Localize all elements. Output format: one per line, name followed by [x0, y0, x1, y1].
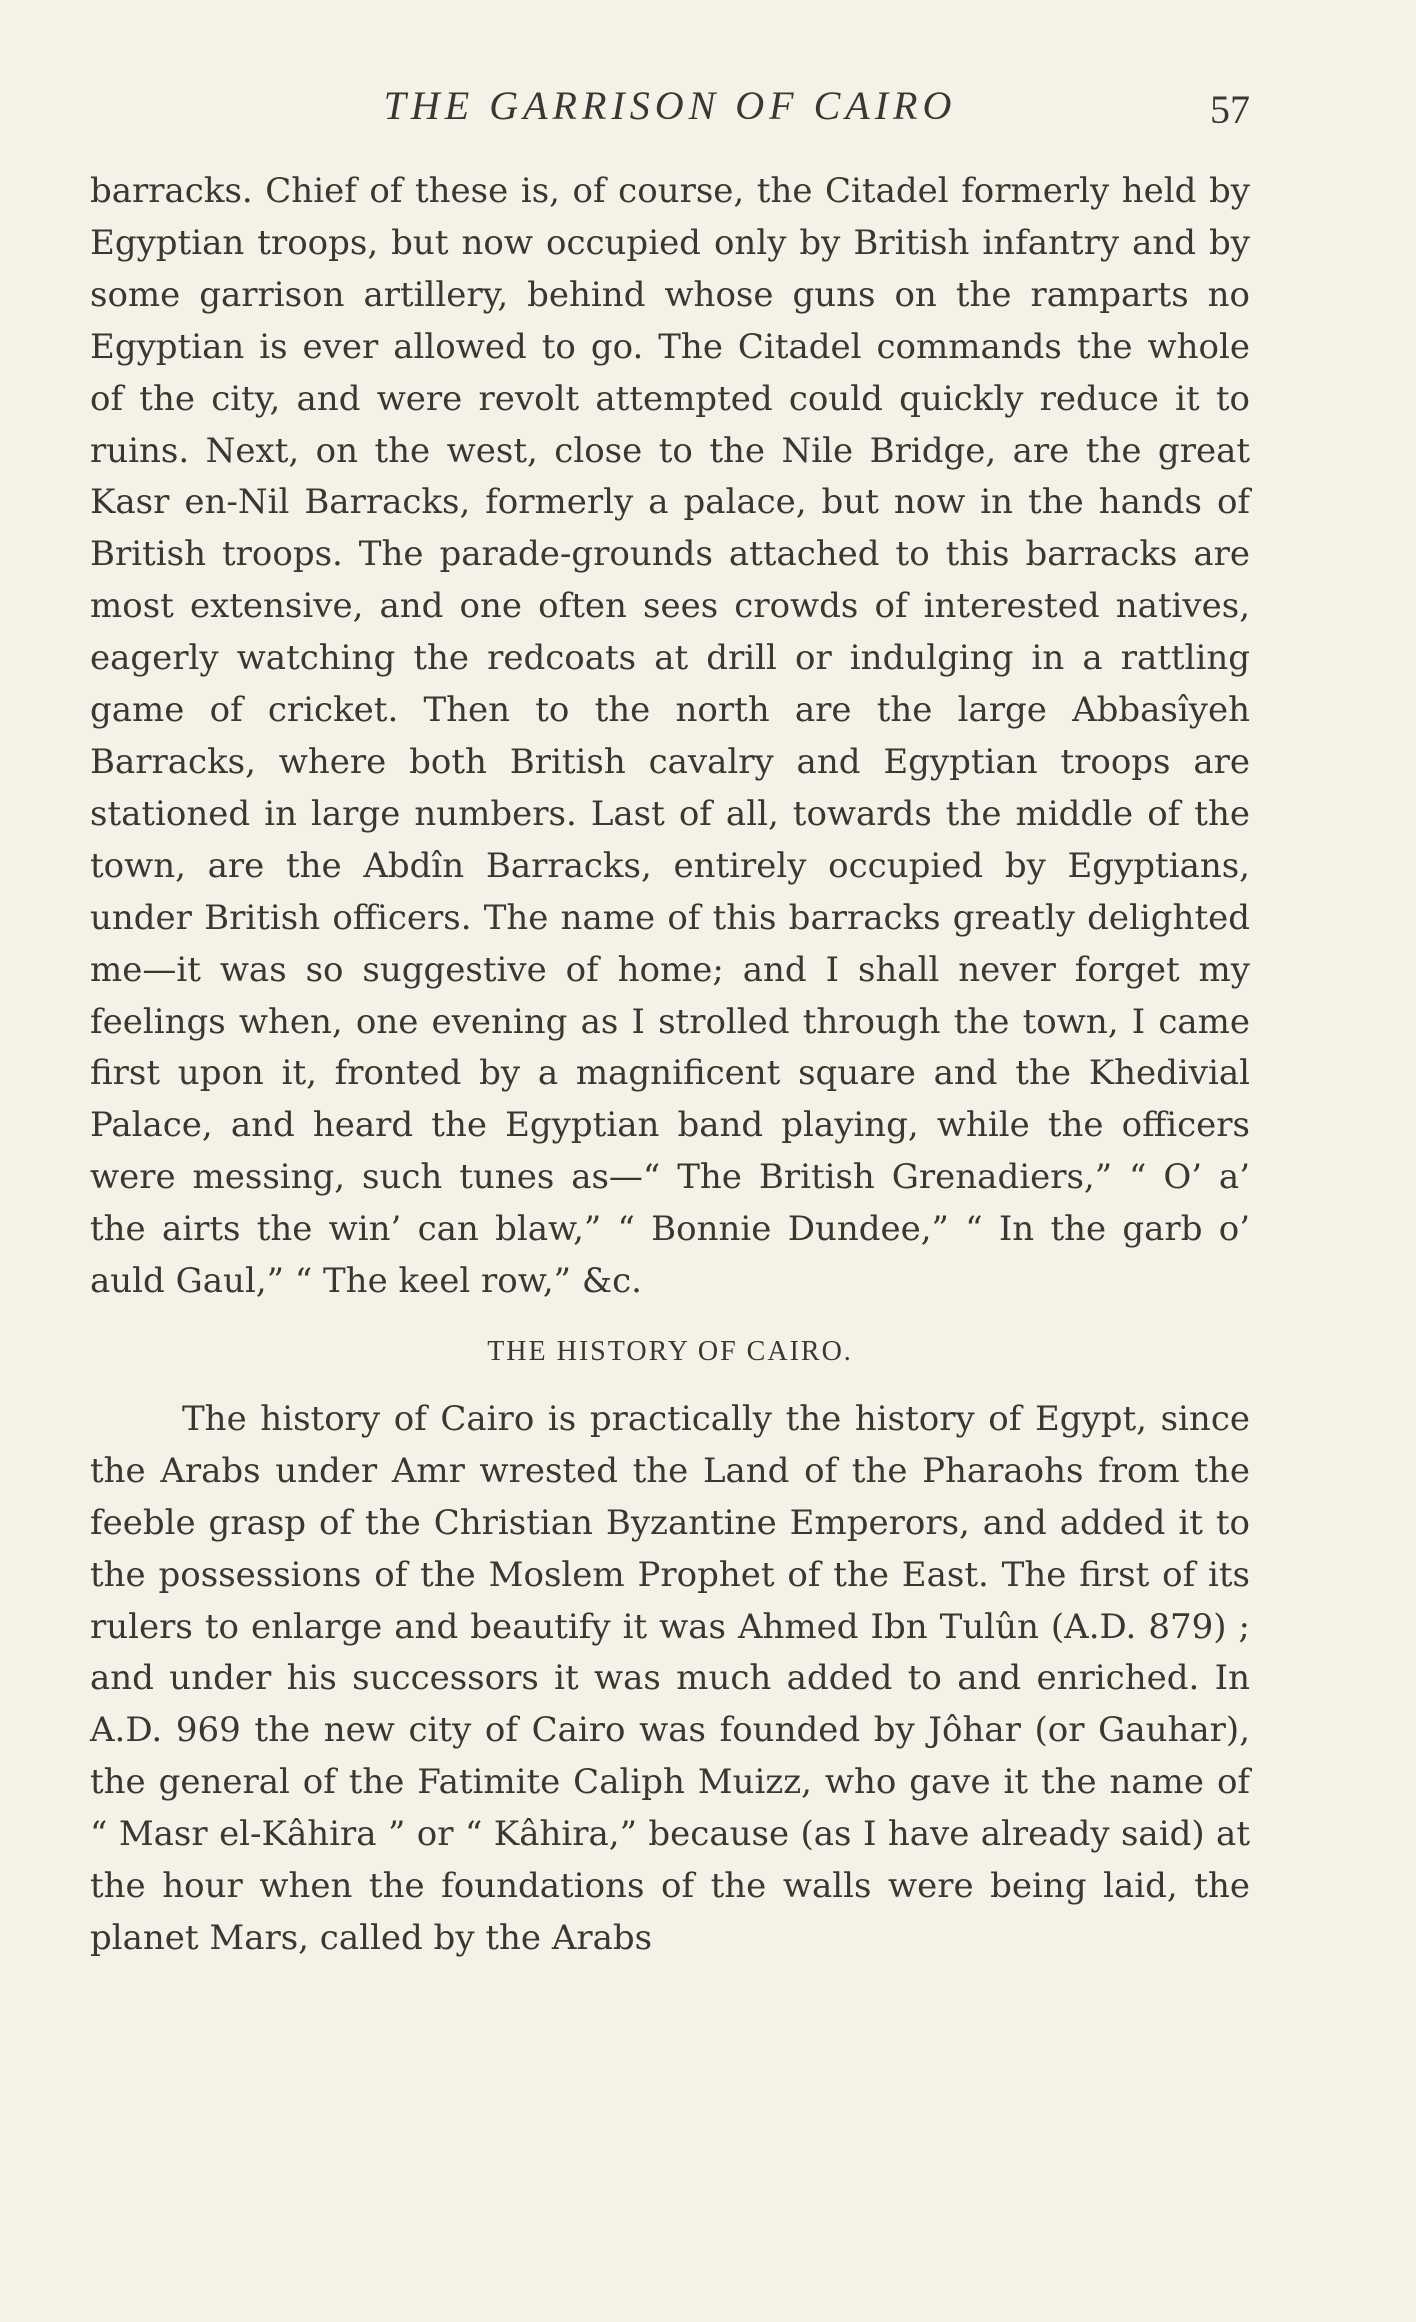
running-header: [90, 82, 1250, 142]
paragraph-garrison: barracks. Chief of these is, of course, the Citadel formerly held by Egyptian troops, but now occupied only by British infantry and by some garrison artillery, behind whose guns on the ramparts no Egyptian is ever allowed to go. The Citadel commands the whole of the city, and were revolt attempted could quickly reduce it to ruins. Next, on the west, close to the Nile Bridge, are the great Kasr en-Nil Barracks, formerly a palace, but now in the hands of British troops. The parade-grounds attached to this barracks are most extensive, and one often sees crowds of interested natives, eagerly watching the redcoats at drill or indulging in a rattling game of cricket. Then to the north are the large Abbasîyeh Barracks, where both British cavalry and Egyptian troops are stationed in large numbers. Last of all, towards the middle of the town, are the Abdîn Barracks, entirely occupied by Egyptians, under British officers. The name of this barracks greatly delighted me—it was so suggestive of home; and I shall never forget my feelings when, one evening as I strolled through the town, I came first upon it, fronted by a magnificent square and the Khedivial Palace, and heard the Egyptian band playing, while the officers were messing, such tunes as—“ The British Grenadiers,” “ O’ a’ the airts the win’ can blaw,” “ Bonnie Dundee,” “ In the garb o’ auld Gaul,” “ The keel row,” &c.: [90, 171, 1250, 1302]
running-title: THE GARRISON OF CAIRO: [383, 83, 957, 128]
section-heading: THE HISTORY OF CAIRO.: [487, 1335, 853, 1367]
page-number: 57: [1210, 87, 1250, 132]
paragraph-history: The history of Cairo is practically the history of Egypt, since the Arabs under Amr wrested the Land of the Pharaohs from the feeble grasp of the Christian Byzantine Emperors, and added it to the possessions of the Moslem Prophet of the East. The first of its rulers to enlarge and beautify it was Ahmed Ibn Tulûn (A.D. 879) ; and under his successors it was much added to and enriched. In A.D. 969 the new city of Cairo was founded by Jôhar (or Gauhar), the general of the Fatimite Caliph Muizz, who gave it the name of “ Masr el-Kâhira ” or “ Kâhira,” because (as I have already said) at the hour when the foundations of the walls were being laid, the planet Mars, called by the Arabs: [90, 1398, 1250, 1958]
body-text: [90, 166, 1250, 1965]
